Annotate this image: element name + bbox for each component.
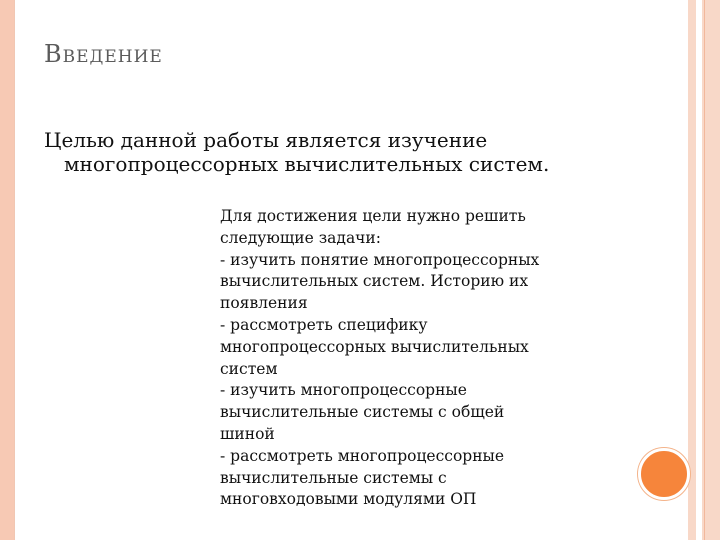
left-decor-bar: [0, 0, 14, 540]
tasks-line: - изучить многопроцессорные: [220, 381, 467, 400]
tasks-line: вычислительные системы с: [220, 468, 447, 487]
orange-circle-ornament: [638, 448, 690, 500]
intro-paragraph: [44, 128, 564, 176]
tasks-line: - рассмотреть специфику: [220, 315, 428, 334]
tasks-line: многопроцессорных вычислительных: [220, 337, 529, 356]
tasks-line: шиной: [220, 424, 275, 443]
intro-line-2: многопроцессорных вычислительных систем.: [64, 152, 550, 176]
slide-title-rest: ВЕДЕНИЕ: [62, 47, 163, 67]
intro-line-1: Целью данной работы является изучение: [44, 128, 488, 152]
tasks-line: - изучить понятие многопроцессорных: [220, 250, 540, 269]
tasks-line: вычислительные системы с общей: [220, 403, 505, 422]
tasks-text-block: [220, 206, 570, 511]
tasks-line: вычислительных систем. Историю их: [220, 272, 529, 291]
slide-title-initial: В: [44, 40, 63, 68]
tasks-line: Для достижения цели нужно решить: [220, 207, 526, 225]
left-frame-line: [14, 0, 15, 540]
tasks-line: - рассмотреть многопроцессорные: [220, 446, 505, 465]
slide-title: [44, 40, 163, 68]
right-decor-line: [704, 0, 705, 540]
tasks-line: многовходовыми модулями ОП: [220, 490, 477, 509]
right-decor-gap: [696, 0, 702, 540]
tasks-line: систем: [220, 359, 278, 378]
tasks-line: следующие задачи:: [220, 228, 381, 247]
tasks-line: появления: [220, 294, 308, 313]
